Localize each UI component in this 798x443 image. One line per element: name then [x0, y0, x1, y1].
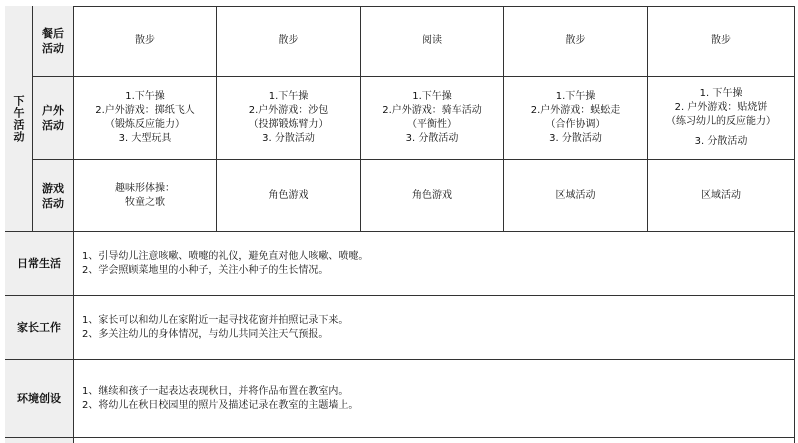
- cell-text: 阅读: [422, 35, 442, 46]
- section-label-environment: [5, 360, 74, 438]
- list-item: 2、多关注幼儿的身体情况，与幼儿共同关注天气预报。: [82, 328, 329, 340]
- cell-game-2: [217, 160, 361, 232]
- cell-game-1: [74, 160, 217, 232]
- cell-outdoor-5: [648, 77, 795, 160]
- cell-line: 2.户外游戏：骑车活动: [382, 105, 482, 116]
- list-item: 2、将幼儿在秋日校园里的照片及描述记录在教室的主题墙上。: [82, 399, 359, 411]
- cell-text: 散步: [135, 35, 155, 46]
- cell-text: 散步: [565, 35, 586, 46]
- cell-line: （合作协调）: [545, 119, 606, 130]
- list-item: 1、家长可以和幼儿在家附近一起寻找花窗并拍照记录下来。: [82, 314, 349, 326]
- section-content-parents: [74, 296, 795, 360]
- cell-line: 2. 户外游戏：贴烧饼: [674, 102, 768, 113]
- cell-outdoor-4: [504, 77, 648, 160]
- row-label-text: 餐后 活动: [42, 27, 64, 55]
- cell-line: 趣味形体操：: [115, 182, 175, 194]
- cell-after-meal-3: [361, 6, 504, 77]
- cell-text: 区域活动: [701, 189, 741, 201]
- cell-outdoor-3: [361, 77, 504, 160]
- cell-line: 3. 分散活动: [405, 133, 459, 144]
- section-content-daily-life: [74, 232, 795, 296]
- cell-line: （练习幼儿的反应能力）: [666, 116, 776, 127]
- cell-line: （平衡性）: [407, 119, 457, 130]
- cell-line: 2.户外游戏：掷纸飞人: [95, 105, 195, 116]
- cell-text: 角色游戏: [268, 189, 309, 201]
- section-content-environment: [74, 360, 795, 438]
- cell-after-meal-2: [217, 6, 361, 77]
- cell-text: 散步: [711, 35, 731, 46]
- cell-after-meal-5: [648, 6, 795, 77]
- section-label-afternoon: [5, 6, 33, 232]
- cell-text: 区域活动: [555, 189, 596, 201]
- section-label-parents: [5, 296, 74, 360]
- cell-line: 1.下午操: [555, 91, 596, 102]
- cell-after-meal-4: [504, 6, 648, 77]
- list-item: 1、引导幼儿注意咳嗽、喷嚏的礼仪，避免直对他人咳嗽、喷嚏。: [82, 250, 369, 262]
- cell-line: 1.下午操: [125, 91, 165, 102]
- cell-line: 3. 大型玩具: [118, 133, 172, 144]
- cell-after-meal-1: [74, 6, 217, 77]
- row-label-game: [33, 160, 74, 232]
- cell-line: （锻炼反应能力）: [105, 119, 185, 130]
- cell-line: （投掷锻炼臂力）: [248, 119, 329, 130]
- parents-list: [82, 314, 348, 342]
- section-label-daily-life: [5, 232, 74, 296]
- environment-list: [82, 385, 358, 413]
- cell-line: 3. 分散活动: [262, 133, 315, 144]
- section-content-next: [74, 438, 795, 443]
- row-label-after-meal: [33, 6, 74, 77]
- cell-game-3: [361, 160, 504, 232]
- cell-line: 2.户外游戏：沙包: [248, 105, 329, 116]
- row-label-text: 游戏 活动: [42, 181, 64, 210]
- cell-line: 3. 分散活动: [549, 133, 602, 144]
- row-label-outdoor: [33, 77, 74, 160]
- cell-line: 1.下午操: [412, 91, 452, 102]
- row-label-text: 户外 活动: [42, 104, 64, 132]
- cell-line: 牧童之歌: [125, 196, 165, 208]
- list-item: 2、学会照顾菜地里的小种子，关注小种子的生长情况。: [82, 264, 329, 276]
- cell-line: 2.户外游戏：蜈蚣走: [530, 105, 621, 116]
- cell-outdoor-1: [74, 77, 217, 160]
- cell-text: 散步: [278, 35, 299, 46]
- afternoon-label-text: 下午活动: [12, 94, 25, 143]
- section-label-text: 家长工作: [17, 321, 61, 334]
- cell-outdoor-2: [217, 77, 361, 160]
- section-label-text: 环境创设: [17, 392, 61, 405]
- section-label-text: 日常生活: [17, 257, 61, 270]
- daily-life-list: [82, 250, 368, 278]
- cell-game-4: [504, 160, 648, 232]
- list-item: 1、继续和孩子一起表达表现秋日，并将作品布置在教室内。: [82, 385, 349, 397]
- cell-line: 1. 下午操: [699, 88, 743, 99]
- cell-line: 3. 分散活动: [694, 136, 748, 147]
- section-label-next: [5, 438, 74, 443]
- cell-game-5: [648, 160, 795, 232]
- cell-line: 1.下午操: [268, 91, 309, 102]
- cell-text: 角色游戏: [412, 189, 452, 201]
